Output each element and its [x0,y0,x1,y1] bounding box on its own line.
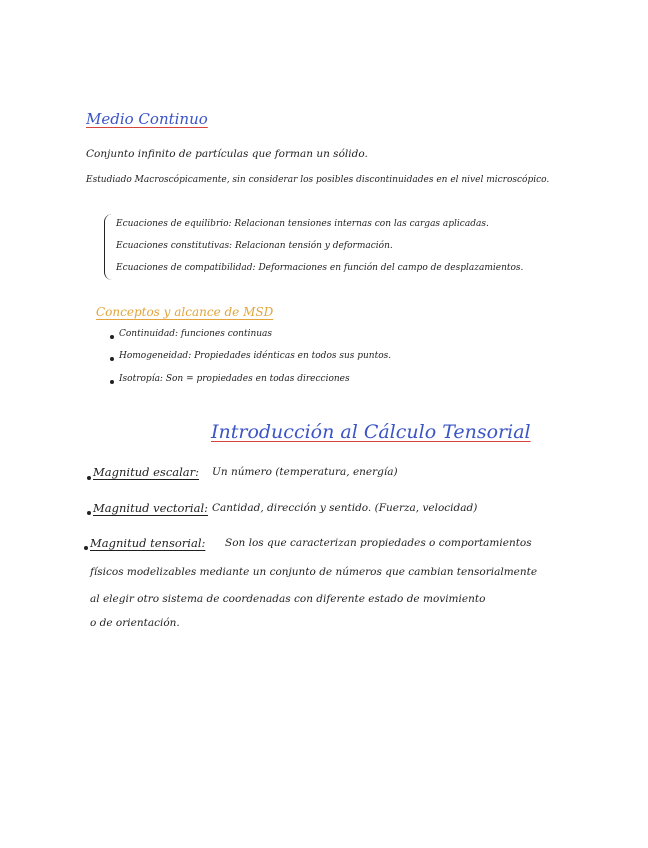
heading-calculo-tensorial: Introducción al Cálculo Tensorial [211,421,531,443]
heading-conceptos: Conceptos y alcance de MSD [96,305,274,319]
magnitud-escalar-label: Magnitud escalar: [93,465,200,479]
list-brace [104,214,113,280]
ecuaciones-item-3: Ecuaciones de compatibilidad: Deformaciones en función del campo de desplazamientos. [116,263,524,273]
concepto-item-2: Homogeneidad: Propiedades idénticas en todos sus puntos. [119,351,392,361]
bullet-dot [110,357,114,361]
bullet-dot [110,335,114,339]
magnitud-tensorial-label: Magnitud tensorial: [90,536,206,550]
magnitud-escalar-text: Un número (temperatura, energía) [212,466,398,478]
bullet-dot [87,476,91,480]
concepto-item-3: Isotropía: Son = propiedades en todas direcciones [119,374,350,384]
bullet-dot [87,511,91,515]
magnitud-vectorial-text: Cantidad, dirección y sentido. (Fuerza, velocidad) [212,502,478,514]
medio-line-2: Estudiado Macroscópicamente, sin considerar los posibles discontinuidades en el nivel microscópico. [86,175,550,185]
magnitud-tensorial-line-2: físicos modelizables mediante un conjunto de números que cambian tensorialmente [90,566,538,578]
bullet-dot [110,380,114,384]
ecuaciones-item-2: Ecuaciones constitutivas: Relacionan tensión y deformación. [116,241,393,251]
magnitud-tensorial-line-4: o de orientación. [90,617,180,629]
magnitud-tensorial-line-1: Son los que caracterizan propiedades o comportamientos [225,537,532,549]
bullet-dot [84,546,88,550]
ecuaciones-item-1: Ecuaciones de equilibrio: Relacionan tensiones internas con las cargas aplicadas. [116,219,489,229]
medio-line-1: Conjunto infinito de partículas que forman un sólido. [86,148,368,160]
heading-medio-continuo: Medio Continuo [86,110,208,128]
magnitud-vectorial-label: Magnitud vectorial: [93,501,208,515]
concepto-item-1: Continuidad: funciones continuas [119,329,273,339]
magnitud-tensorial-line-3: al elegir otro sistema de coordenadas con diferente estado de movimiento [90,593,486,605]
